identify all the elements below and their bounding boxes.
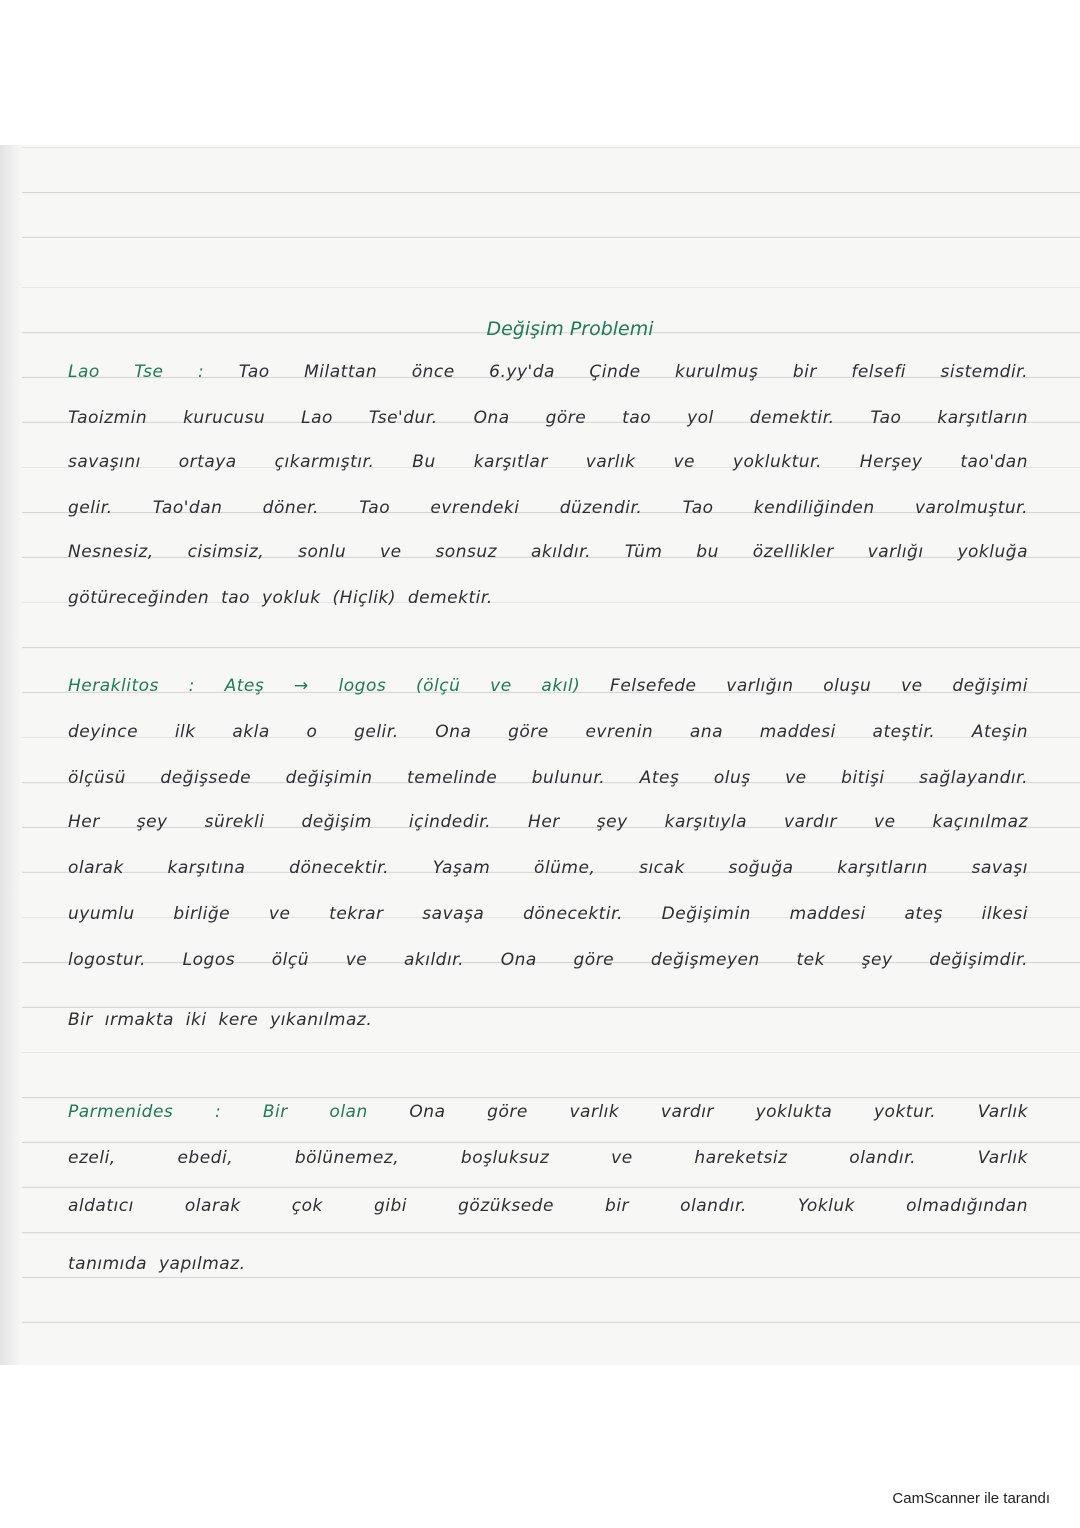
text-line: ölçüsü değişsede değişimin temelinde bulunur. Ateş oluş ve bitişi sağlayandır. bbox=[68, 768, 1028, 788]
line-text: Tao Milattan önce 6.yy'da Çinde kurulmuş bir felsefi sistemdir. bbox=[238, 362, 1028, 382]
title-text: Değişim Problemi bbox=[486, 318, 654, 340]
text-line: ezeli, ebedi, bölünemez, boşluksuz ve hareketsiz olandır. Varlık bbox=[68, 1148, 1028, 1168]
text-line: Nesnesiz, cisimsiz, sonlu ve sonsuz akıldır. Tüm bu özellikler varlığı yokluğa bbox=[68, 542, 1028, 562]
page-title bbox=[0, 318, 1080, 340]
text-line: logostur. Logos ölçü ve akıldır. Ona göre değişmeyen tek şey değişimdir. bbox=[68, 950, 1028, 970]
text-line: olarak karşıtına dönecektir. Yaşam ölüme, sıcak soğuğa karşıtların savaşı bbox=[68, 858, 1028, 878]
text-line: deyince ilk akla o gelir. Ona göre evrenin ana maddesi ateştir. Ateşin bbox=[68, 722, 1028, 742]
text-line: uyumlu birliğe ve tekrar savaşa dönecektir. Değişimin maddesi ateş ilkesi bbox=[68, 904, 1028, 924]
section-label: Lao Tse : bbox=[68, 362, 239, 382]
line-text: Ona göre varlık vardır yoklukta yoktur. Varlık bbox=[409, 1102, 1028, 1122]
line-text: Felsefede varlığın oluşu ve değişimi bbox=[610, 676, 1028, 696]
section-laotse-line bbox=[68, 362, 1028, 382]
scanner-watermark: CamScanner ile tarandı bbox=[892, 1490, 1050, 1507]
text-line: Her şey sürekli değişim içindedir. Her şey karşıtıyla vardır ve kaçınılmaz bbox=[68, 812, 1028, 832]
text-line: Taoizmin kurucusu Lao Tse'dur. Ona göre tao yol demektir. Tao karşıtların bbox=[68, 408, 1028, 428]
text-line: savaşını ortaya çıkarmıştır. Bu karşıtlar varlık ve yokluktur. Herşey tao'dan bbox=[68, 452, 1028, 472]
text-line: götüreceğinden tao yokluk (Hiçlik) demektir. bbox=[68, 588, 493, 608]
text-line: aldatıcı olarak çok gibi gözüksede bir olandır. Yokluk olmadığından bbox=[68, 1196, 1028, 1216]
section-heraklitos-line bbox=[68, 676, 1028, 696]
section-label: Parmenides : Bir olan bbox=[68, 1102, 410, 1122]
text-line: tanımıda yapılmaz. bbox=[68, 1254, 246, 1274]
section-parmenides-line bbox=[68, 1102, 1028, 1122]
text-line: Bir ırmakta iki kere yıkanılmaz. bbox=[68, 1010, 373, 1030]
section-label: Heraklitos : Ateş → logos (ölçü ve akıl) bbox=[68, 676, 611, 696]
text-line: gelir. Tao'dan döner. Tao evrendeki düzendir. Tao kendiliğinden varolmuştur. bbox=[68, 498, 1028, 518]
